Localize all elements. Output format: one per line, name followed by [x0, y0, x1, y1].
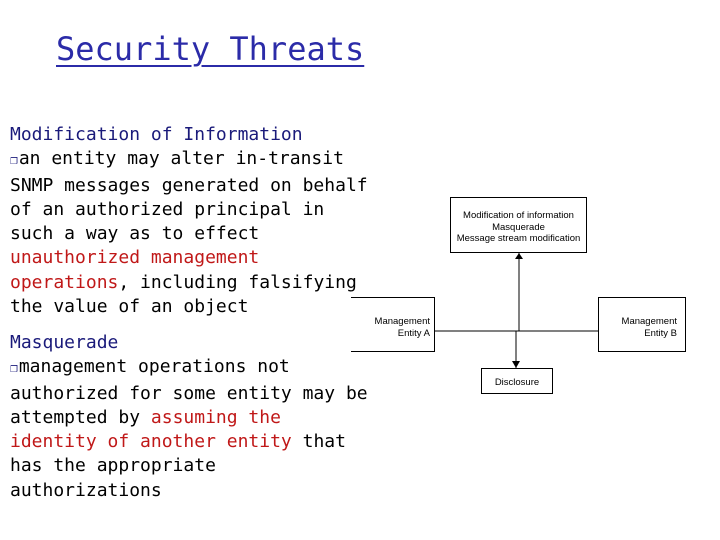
checkbox-bullet-icon: ❐ [10, 361, 18, 377]
disclosure-box [481, 368, 553, 394]
disclosure-arrowhead-icon [512, 361, 520, 368]
modification-text-before: an entity may alter in-transit SNMP messages generated on behalf of an authorized principal in such a way as to effect [10, 148, 368, 245]
entity-b-line-1: Management [621, 316, 677, 327]
threat-line-2: Masquerade [492, 221, 545, 233]
modification-heading: Modification of Information [10, 124, 303, 145]
threat-arrowhead-icon [515, 253, 523, 259]
modification-text-after: , including falsifying the value of an object [10, 271, 357, 318]
disclosure-label: Disclosure [494, 377, 540, 388]
masquerade-highlight: assuming the identity of another entity [10, 406, 292, 453]
masquerade-text-before: management operations not authorized for some entity may be attempted by [10, 356, 368, 428]
entity-a-line-2: Entity A [397, 327, 430, 339]
threat-line-1: Modification of information [463, 210, 574, 221]
page-title: Security Threats [56, 30, 365, 68]
masquerade-text-after: that has the appropriate authorizations [10, 431, 346, 501]
modification-highlight: unauthorized management operations [10, 247, 260, 293]
entity-a-line-1: Management [374, 316, 430, 327]
entity-a-box [351, 297, 435, 352]
threat-line-3: Message stream modification [456, 233, 581, 244]
entity-b-line-2: Entity B [644, 327, 677, 339]
checkbox-bullet-icon: ❐ [10, 153, 18, 169]
masquerade-heading: Masquerade [10, 332, 119, 353]
entity-b-box [598, 297, 686, 352]
threat-box [450, 197, 587, 253]
